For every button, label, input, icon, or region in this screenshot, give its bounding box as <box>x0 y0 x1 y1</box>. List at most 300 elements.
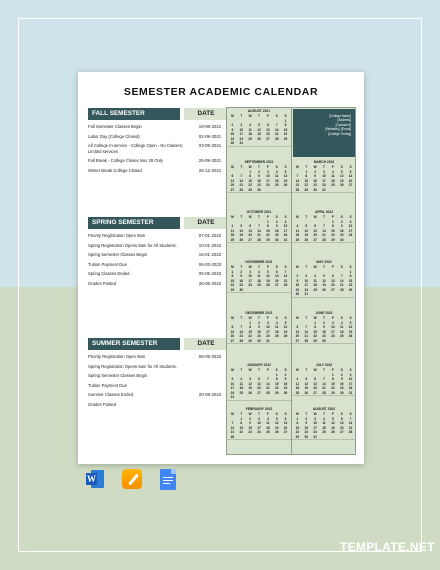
day-cell: 10 <box>266 174 270 178</box>
day-cell: 26 <box>248 390 252 395</box>
event-name: Fall Semester Classes Begin <box>88 124 142 129</box>
day-cell: 29 <box>304 187 309 192</box>
weekday-label: S <box>349 316 352 320</box>
day-cell: 10 <box>230 381 235 386</box>
month-day-grid <box>227 265 291 292</box>
weekday-label: S <box>275 316 278 320</box>
weekday-label: F <box>266 316 269 320</box>
day-cell: 5 <box>284 320 287 325</box>
day-cell: 20 <box>295 334 300 338</box>
event-date: 05-05-2022 <box>198 271 222 277</box>
day-cell: 7 <box>240 325 243 329</box>
day-cell: 1 <box>231 269 234 274</box>
day-cell: 24 <box>239 136 244 141</box>
day-cell: 6 <box>231 325 234 329</box>
day-cell: 26 <box>274 430 279 434</box>
day-cell: 24 <box>283 233 288 237</box>
day-cell: 1 <box>240 416 243 421</box>
weekday-label: T <box>323 265 325 269</box>
day-cell: 11 <box>295 228 300 233</box>
day-cell: 14 <box>304 329 309 334</box>
day-cell: 19 <box>339 178 344 183</box>
weekday-label: W <box>248 165 252 169</box>
weekday-label: T <box>323 215 325 219</box>
weekday-label: S <box>275 412 278 416</box>
weekday-label: S <box>340 316 343 320</box>
day-cell: 12 <box>248 381 252 386</box>
month-calendar <box>227 109 291 147</box>
day-cell: 3 <box>258 416 260 421</box>
day-cell: 7 <box>349 416 352 421</box>
day-cell: 14 <box>239 178 244 183</box>
month-name: FEBRUARY 2022 <box>245 407 273 411</box>
day-cell: 10 <box>283 224 288 228</box>
weekday-label: W <box>248 114 252 118</box>
day-cell: 23 <box>239 283 244 287</box>
event-date: 07-01-2022 <box>198 233 222 238</box>
weekday-label: S <box>284 412 287 416</box>
date-column-header: DATE <box>184 338 228 350</box>
day-cell: 11 <box>322 421 326 425</box>
event-name: Grades Posted <box>88 280 116 286</box>
day-cell: 16 <box>257 329 261 334</box>
day-cell: 18 <box>257 278 261 283</box>
weekday-label: F <box>266 165 269 169</box>
day-cell: 27 <box>339 430 344 434</box>
day-cell: 27 <box>248 237 252 242</box>
day-cell: 27 <box>257 390 261 395</box>
day-cell: 9 <box>249 421 252 425</box>
day-cell: 11 <box>257 274 261 278</box>
day-cell: 20 <box>331 283 335 287</box>
weekday-label: W <box>313 215 317 219</box>
day-cell: 9 <box>340 377 343 381</box>
weekday-label: M <box>296 368 299 372</box>
day-cell: 12 <box>283 174 288 178</box>
day-cell: 2 <box>340 219 343 224</box>
day-cell: 21 <box>348 425 353 430</box>
day-cell: 10 <box>348 224 353 228</box>
day-cell: 3 <box>323 169 325 174</box>
day-cell: 4 <box>231 224 234 228</box>
weekday-label: S <box>349 412 352 416</box>
day-cell: 6 <box>284 416 287 421</box>
day-cell: 18 <box>266 425 270 430</box>
day-cell: 9 <box>275 224 278 228</box>
day-cell: 1 <box>305 169 308 174</box>
event-date: 08-05-2022 <box>198 354 222 359</box>
pages-icon[interactable] <box>122 469 142 489</box>
day-cell: 31 <box>266 338 270 343</box>
month-calendar <box>292 210 356 243</box>
day-cell: 3 <box>331 320 334 325</box>
day-cell: 6 <box>266 123 269 127</box>
college-address: [Address] <box>337 118 351 123</box>
event-name: Labor Day (College Closed) <box>88 133 140 139</box>
weekday-label: S <box>284 316 287 320</box>
day-cell: 26 <box>304 237 309 242</box>
day-cell: 17 <box>248 278 252 283</box>
day-cell: 20 <box>313 233 317 237</box>
day-cell: 7 <box>323 377 325 381</box>
section-title: SPRING SEMESTER <box>88 217 180 229</box>
day-cell: 5 <box>305 377 308 381</box>
day-cell: 25 <box>257 283 261 287</box>
day-cell: 8 <box>284 123 287 127</box>
day-cell: 5 <box>258 123 260 127</box>
weekday-label: M <box>231 368 234 372</box>
weekday-label: M <box>231 316 234 320</box>
day-cell: 29 <box>230 287 235 292</box>
day-cell: 4 <box>249 123 252 127</box>
day-cell: 26 <box>266 283 270 287</box>
day-cell: 13 <box>313 228 317 233</box>
day-cell: 19 <box>283 178 288 183</box>
college-name: [College Name] <box>329 114 351 118</box>
day-cell: 13 <box>266 127 270 132</box>
day-cell: 20 <box>266 132 270 136</box>
day-cell: 11 <box>340 325 344 329</box>
day-cell: 26 <box>257 136 261 141</box>
weekday-label: S <box>340 368 343 372</box>
day-cell: 1 <box>331 372 334 377</box>
college-website-email: [Website] | [Email] <box>325 127 351 132</box>
day-cell: 23 <box>322 334 326 338</box>
weekday-label: S <box>340 215 343 219</box>
weekday-label: S <box>340 412 343 416</box>
month-calendar <box>292 311 356 344</box>
section-title: SUMMER SEMESTER <box>88 338 180 350</box>
day-cell: 27 <box>313 390 317 395</box>
weekday-label: T <box>258 114 260 118</box>
day-cell: 18 <box>295 386 300 390</box>
google-docs-icon[interactable] <box>160 469 176 490</box>
day-cell: 3 <box>314 416 317 421</box>
event-name: Spring Semester Classes Begin <box>88 252 148 258</box>
day-cell: 17 <box>348 228 353 233</box>
day-cell: 22 <box>331 386 335 390</box>
day-cell: 16 <box>239 278 244 283</box>
day-cell: 22 <box>274 386 279 390</box>
brand-watermark: TEMPLATE.NET <box>340 540 435 554</box>
month-name: JANUARY 2022 <box>246 363 271 367</box>
day-cell: 29 <box>331 237 335 242</box>
day-cell: 29 <box>248 187 252 192</box>
day-cell: 4 <box>296 377 299 381</box>
day-cell: 4 <box>296 224 299 228</box>
day-cell: 13 <box>274 274 279 278</box>
day-cell: 3 <box>266 320 269 325</box>
day-cell: 5 <box>323 274 325 278</box>
weekday-label: S <box>349 165 352 169</box>
weekday-label: S <box>275 215 278 219</box>
day-cell: 26 <box>339 183 344 187</box>
weekday-label: T <box>258 368 260 372</box>
day-cell: 13 <box>295 329 300 334</box>
month-calendar <box>227 363 291 401</box>
day-cell: 27 <box>295 338 300 343</box>
day-cell: 11 <box>230 228 235 233</box>
event-name: Tuition Payment Due <box>88 261 127 267</box>
day-cell: 10 <box>248 274 252 278</box>
day-cell: 28 <box>239 187 244 192</box>
day-cell: 18 <box>239 386 244 390</box>
weekday-label: M <box>296 265 299 269</box>
day-cell: 21 <box>230 430 235 434</box>
day-cell: 14 <box>239 329 244 334</box>
event-name: Summer Classes Ended <box>88 392 134 398</box>
weekday-label: T <box>305 316 308 320</box>
day-cell: 24 <box>322 183 326 187</box>
day-cell: 24 <box>257 430 261 434</box>
day-cell: 7 <box>266 377 269 381</box>
day-cell: 25 <box>230 237 235 242</box>
day-cell: 12 <box>266 274 270 278</box>
day-cell: 9 <box>258 174 260 178</box>
weekday-label: F <box>331 368 334 372</box>
day-cell: 27 <box>230 187 235 192</box>
month-day-grid <box>292 165 356 192</box>
day-cell: 19 <box>304 386 309 390</box>
month-name: NOVEMBER 2021 <box>245 260 273 264</box>
month-day-grid <box>227 412 291 439</box>
weekday-label: T <box>240 215 243 219</box>
day-cell: 5 <box>331 416 334 421</box>
day-cell: 1 <box>249 169 252 174</box>
day-cell: 1 <box>296 416 299 421</box>
day-cell: 2 <box>323 320 325 325</box>
day-cell: 24 <box>348 386 353 390</box>
day-cell: 28 <box>348 430 353 434</box>
day-cell: 11 <box>275 174 279 178</box>
day-cell: 29 <box>274 390 279 395</box>
day-cell: 22 <box>348 283 353 287</box>
weekday-label: W <box>313 368 317 372</box>
weekday-label: W <box>313 412 317 416</box>
weekday-label: M <box>231 114 234 118</box>
day-cell: 14 <box>339 278 344 283</box>
day-cell: 16 <box>274 228 279 233</box>
day-cell: 15 <box>239 425 244 430</box>
day-cell: 21 <box>322 233 326 237</box>
day-cell: 21 <box>274 132 279 136</box>
day-cell: 17 <box>230 386 235 390</box>
weekday-label: W <box>248 215 252 219</box>
day-cell: 14 <box>348 421 353 425</box>
day-cell: 16 <box>322 329 326 334</box>
event-name: Priority Registration Open 9am <box>88 354 146 359</box>
day-cell: 27 <box>230 338 235 343</box>
event-date: 15-01-2022 <box>198 252 222 258</box>
month-name: AUGUST 2022 <box>312 407 336 411</box>
month-calendar <box>227 160 291 193</box>
day-cell: 2 <box>240 269 243 274</box>
day-cell: 23 <box>274 233 279 237</box>
day-cell: 11 <box>313 278 317 283</box>
weekday-label: T <box>258 265 260 269</box>
month-calendar <box>227 311 291 344</box>
weekday-label: T <box>305 368 308 372</box>
day-cell: 30 <box>257 187 261 192</box>
month-calendar <box>292 363 356 396</box>
day-cell: 22 <box>331 233 335 237</box>
day-cell: 29 <box>266 237 270 242</box>
day-cell: 24 <box>304 287 309 292</box>
weekday-label: M <box>296 215 299 219</box>
day-cell: 24 <box>230 390 235 395</box>
weekday-label: W <box>313 165 317 169</box>
day-cell: 30 <box>339 390 344 395</box>
day-cell: 18 <box>248 132 252 136</box>
day-cell: 7 <box>296 174 299 178</box>
day-cell: 5 <box>349 320 352 325</box>
day-cell: 15 <box>348 278 353 283</box>
day-cell: 16 <box>283 381 288 386</box>
day-cell: 11 <box>295 381 300 386</box>
day-cell: 14 <box>322 228 326 233</box>
day-cell: 23 <box>257 334 261 338</box>
weekday-label: T <box>258 215 260 219</box>
day-cell: 9 <box>323 325 325 329</box>
day-cell: 19 <box>331 425 335 430</box>
day-cell: 17 <box>239 132 244 136</box>
weekday-label: W <box>248 412 252 416</box>
day-cell: 28 <box>322 237 326 242</box>
weekday-label: S <box>349 368 352 372</box>
event-name: Priority Registration Open 9am <box>88 233 146 238</box>
day-cell: 25 <box>239 390 244 395</box>
day-cell: 26 <box>283 334 288 338</box>
day-cell: 3 <box>349 372 352 377</box>
weekday-label: T <box>323 368 325 372</box>
month-name: MAY 2022 <box>316 260 332 264</box>
word-icon[interactable]: W <box>86 469 104 489</box>
event-date: 19-08-2021 <box>198 124 222 129</box>
day-cell: 3 <box>266 169 269 174</box>
day-cell: 29 <box>295 434 300 439</box>
day-cell: 29 <box>283 136 288 141</box>
day-cell: 14 <box>257 228 261 233</box>
month-calendar <box>292 160 356 193</box>
day-cell: 12 <box>322 278 326 283</box>
college-timing: [College Timing] <box>328 131 351 136</box>
month-calendar <box>292 260 356 298</box>
day-cell: 23 <box>339 386 344 390</box>
day-cell: 23 <box>248 430 252 434</box>
day-cell: 9 <box>258 325 260 329</box>
day-cell: 27 <box>313 237 317 242</box>
weekday-label: T <box>240 165 243 169</box>
event-name: Spring Registration Opens 9am for All Students. <box>88 363 177 369</box>
day-cell: 12 <box>331 421 335 425</box>
day-cell: 4 <box>258 269 260 274</box>
day-cell: 25 <box>339 334 344 338</box>
weekday-label: T <box>240 265 243 269</box>
day-cell: 1 <box>275 372 278 377</box>
day-cell: 20 <box>248 233 252 237</box>
day-cell: 24 <box>331 334 335 338</box>
day-cell: 29 <box>348 287 353 292</box>
day-cell: 15 <box>331 228 335 233</box>
day-cell: 6 <box>296 325 299 329</box>
day-cell: 6 <box>249 224 252 228</box>
day-cell: 14 <box>283 274 288 278</box>
day-cell: 9 <box>240 274 243 278</box>
day-cell: 23 <box>230 136 235 141</box>
day-cell: 21 <box>322 386 326 390</box>
day-cell: 19 <box>239 233 244 237</box>
day-cell: 21 <box>239 334 244 338</box>
day-cell: 25 <box>331 183 335 187</box>
day-cell: 25 <box>295 390 300 395</box>
day-cell: 30 <box>313 187 317 192</box>
day-cell: 5 <box>284 169 287 174</box>
day-cell: 22 <box>239 430 244 434</box>
day-cell: 20 <box>230 183 235 187</box>
weekday-label: T <box>323 412 325 416</box>
day-cell: 31 <box>283 237 288 242</box>
day-cell: 21 <box>295 183 300 187</box>
day-cell: 10 <box>257 421 261 425</box>
day-cell: 30 <box>230 141 235 145</box>
date-column-header: DATE <box>184 217 228 229</box>
day-cell: 10 <box>348 377 353 381</box>
weekday-label: M <box>231 215 234 219</box>
day-cell: 12 <box>348 325 353 329</box>
calendar-document <box>78 72 364 464</box>
day-cell: 16 <box>230 132 235 136</box>
day-cell: 18 <box>274 178 279 183</box>
day-cell: 24 <box>266 183 270 187</box>
weekday-label: F <box>266 368 269 372</box>
day-cell: 9 <box>231 127 234 132</box>
day-cell: 1 <box>349 269 352 274</box>
day-cell: 7 <box>305 325 308 329</box>
weekday-label: W <box>248 316 252 320</box>
day-cell: 2 <box>314 169 317 174</box>
day-cell: 5 <box>266 269 269 274</box>
day-cell: 15 <box>266 228 270 233</box>
day-cell: 1 <box>331 219 334 224</box>
day-cell: 13 <box>331 278 335 283</box>
day-cell: 8 <box>275 377 278 381</box>
event-name: Spring Classes Ended <box>88 271 130 277</box>
day-cell: 13 <box>339 421 344 425</box>
day-cell: 6 <box>275 269 278 274</box>
day-cell: 2 <box>249 416 252 421</box>
day-cell: 30 <box>283 390 288 395</box>
day-cell: 13 <box>257 381 261 386</box>
day-cell: 2 <box>258 169 260 174</box>
weekday-label: S <box>284 368 287 372</box>
weekday-label: S <box>284 165 287 169</box>
weekday-label: M <box>296 165 299 169</box>
day-cell: 30 <box>239 287 244 292</box>
day-cell: 18 <box>313 283 317 287</box>
weekday-label: M <box>231 412 234 416</box>
day-cell: 4 <box>340 320 343 325</box>
day-cell: 26 <box>348 334 353 338</box>
month-day-grid <box>227 114 291 146</box>
day-cell: 17 <box>322 178 326 183</box>
day-cell: 9 <box>284 377 287 381</box>
day-cell: 9 <box>340 224 343 228</box>
weekday-label: M <box>296 316 299 320</box>
day-cell: 11 <box>239 381 243 386</box>
day-cell: 22 <box>283 132 288 136</box>
day-cell: 31 <box>239 141 244 145</box>
day-cell: 19 <box>248 386 252 390</box>
